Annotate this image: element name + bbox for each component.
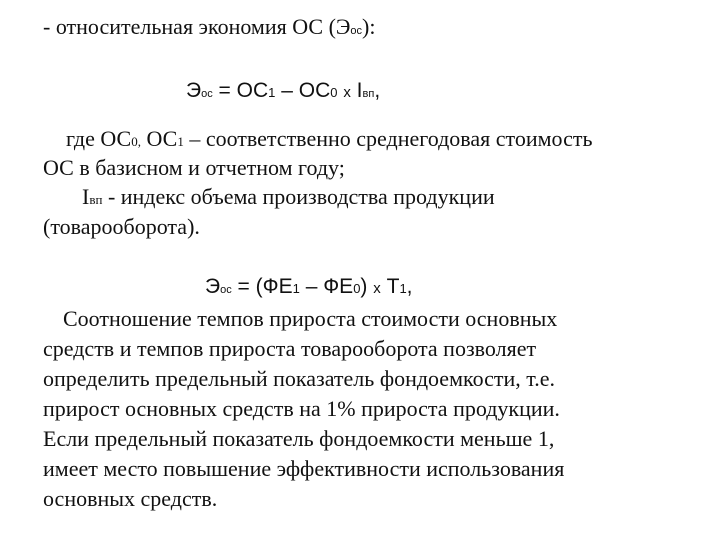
where-line-1 xyxy=(66,128,593,150)
where-line-3 xyxy=(82,186,495,208)
formula2-times: х xyxy=(373,280,381,297)
paragraph-line: Если предельный показатель фондоемкости меньше 1, xyxy=(43,426,555,451)
where-line1-sub1: 1 xyxy=(177,134,184,149)
formula2-t-subscript: 1 xyxy=(399,281,407,296)
where-line3-sub: вп xyxy=(89,192,103,207)
paragraph-line: прирост основных средств на 1% прироста продукции. xyxy=(43,396,560,421)
formula1-subscript-0: 0 xyxy=(330,85,338,100)
where-line3-a: I xyxy=(82,184,90,209)
formula1-eq: = ОС xyxy=(212,79,269,102)
formula2-subscript-1: 1 xyxy=(292,281,300,296)
paragraph-line: определить предельный показатель фондоемкости, т.е. xyxy=(43,366,555,391)
formula-relative-economy xyxy=(186,80,380,101)
formula-marginal-capital-intensity xyxy=(205,276,413,297)
formula1-lhs: Э xyxy=(186,79,202,102)
paragraph-line: основных средств. xyxy=(43,486,218,511)
where-line1-sub0: 0, xyxy=(131,134,141,149)
formula2-t: Т xyxy=(380,275,400,298)
heading-line xyxy=(43,16,376,38)
formula2-lhs: Э xyxy=(205,275,221,298)
formula1-tail: , xyxy=(374,79,381,102)
heading-subscript: ос xyxy=(350,25,363,37)
paragraph-line: имеет место повышение эффективности использования xyxy=(43,456,565,481)
formula1-minus: – ОС xyxy=(275,79,331,102)
paragraph-line: Соотношение темпов прироста стоимости основных xyxy=(63,306,558,331)
formula1-index: I xyxy=(350,79,363,102)
formula2-eq: = (ФЕ xyxy=(231,275,293,298)
formula1-subscript-1: 1 xyxy=(268,85,276,100)
formula2-subscript-0: 0 xyxy=(353,281,361,296)
formula2-tail: , xyxy=(406,275,413,298)
where-line-2: ОС в базисном и отчетном году; xyxy=(43,155,345,180)
heading-prefix: - относительная экономия ОС (Э xyxy=(43,14,351,39)
formula1-lhs-subscript: ос xyxy=(201,88,213,100)
formula1-times: х xyxy=(343,84,351,101)
paragraph-line: средств и темпов прироста товарооборота позволяет xyxy=(43,336,537,361)
formula2-lhs-subscript: ос xyxy=(220,284,232,296)
formula1-index-subscript: вп xyxy=(362,88,375,100)
formula2-minus: – ФЕ xyxy=(299,275,354,298)
where-line3-b: - индекс объема производства продукции xyxy=(102,184,495,209)
heading-suffix: ): xyxy=(362,14,376,39)
where-line1-c: – соответственно среднегодовая стоимость xyxy=(183,126,593,151)
where-line-4: (товарооборота). xyxy=(43,214,200,239)
where-line1-b: ОС xyxy=(140,126,178,151)
where-line1-a: где ОС xyxy=(66,126,132,151)
formula2-close: ) xyxy=(360,275,368,298)
